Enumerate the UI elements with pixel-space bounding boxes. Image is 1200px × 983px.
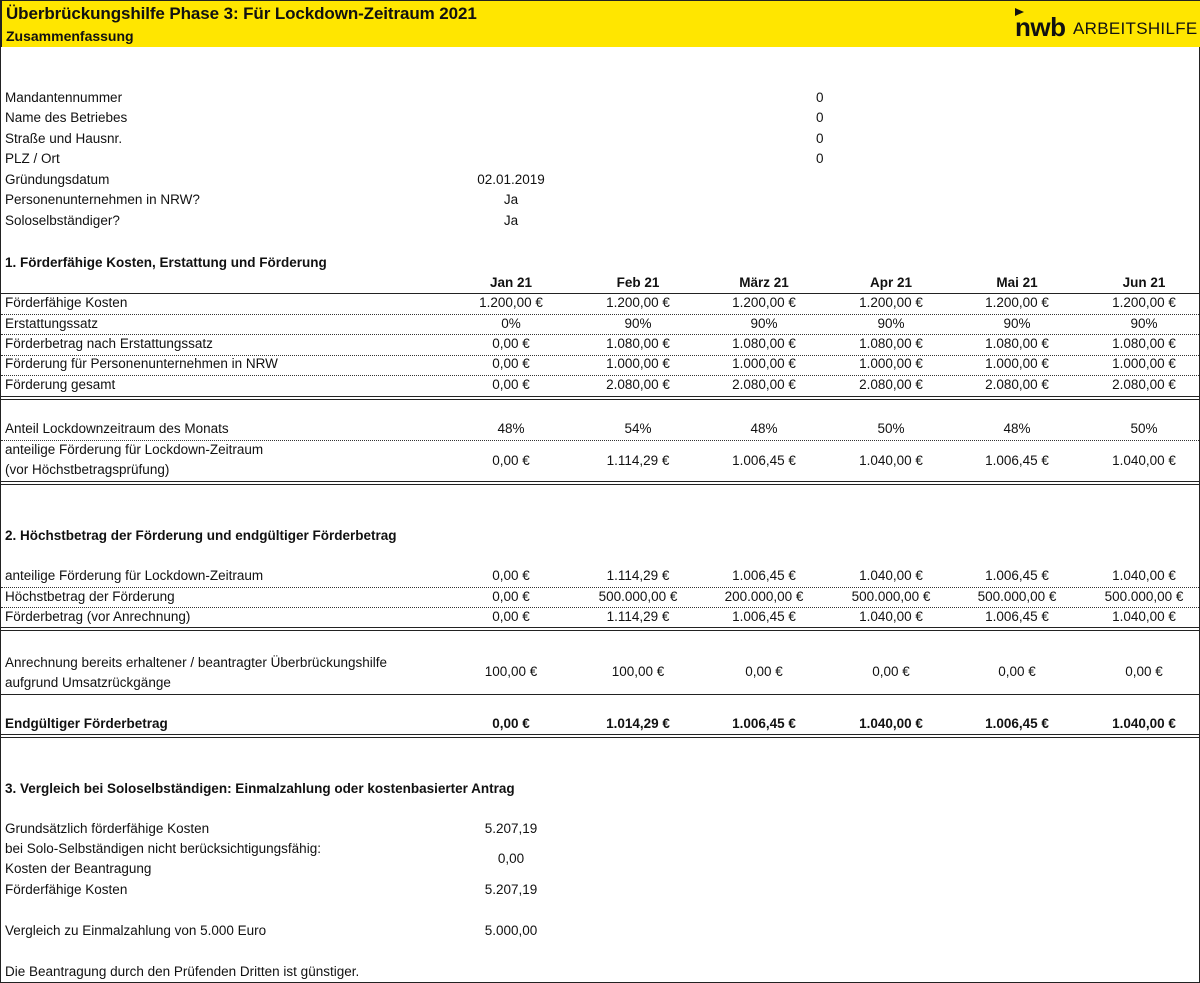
- row-label: aufgrund Umsatzrückgänge: [5, 675, 171, 690]
- divider: [1, 607, 1199, 608]
- cell: 2.080,00 €: [732, 377, 796, 392]
- cell: 0,00 €: [492, 453, 530, 468]
- divider: [1, 375, 1199, 376]
- table-row: [1, 377, 1199, 397]
- cell: 500.000,00 €: [598, 589, 678, 604]
- page-title: Überbrückungshilfe Phase 3: Für Lockdown-Zeitraum 2021: [6, 4, 477, 23]
- cell: 2.080,00 €: [606, 377, 670, 392]
- cell: 200.000,00 €: [724, 589, 804, 604]
- table-row: [1, 316, 1199, 336]
- cell: 1.114,29 €: [606, 568, 670, 583]
- cell: 2.080,00 €: [985, 377, 1049, 392]
- info-value[interactable]: 02.01.2019: [477, 172, 545, 187]
- cell: 1.040,00 €: [859, 453, 923, 468]
- section1-title: 1. Förderfähige Kosten, Erstattung und Förderung: [5, 255, 327, 270]
- cell: 1.040,00 €: [1112, 716, 1176, 731]
- month-header: Feb 21: [616, 275, 660, 290]
- info-label: Personenunternehmen in NRW?: [5, 192, 200, 207]
- s3-row-nicht-beruecksichtigt: [1, 841, 1199, 881]
- row-label: anteilige Förderung für Lockdown-Zeitraum: [5, 442, 264, 457]
- cell: 0%: [501, 316, 521, 331]
- table-row-anteil: [1, 421, 1199, 441]
- info-value[interactable]: 0: [816, 90, 824, 105]
- cell: 1.200,00 €: [985, 295, 1049, 310]
- nwb-logo: [1003, 8, 1198, 42]
- row-label: (vor Höchstbetragsprüfung): [5, 462, 170, 477]
- cell: 5.207,19: [484, 821, 538, 836]
- cell: 48%: [497, 421, 525, 436]
- info-row-name: [1, 110, 1199, 130]
- table-row: [1, 356, 1199, 376]
- cell: 1.006,45 €: [732, 716, 796, 731]
- table-row-endgueltig: [1, 716, 1199, 736]
- cell: 1.006,45 €: [732, 609, 796, 624]
- cell: 0,00 €: [745, 664, 783, 679]
- month-header: Mai 21: [996, 275, 1038, 290]
- row-label: Vergleich zu Einmalzahlung von 5.000 Euro: [5, 923, 267, 938]
- cell: 100,00 €: [611, 664, 665, 679]
- row-label: Grundsätzlich förderfähige Kosten: [5, 821, 210, 836]
- cell: 1.200,00 €: [479, 295, 543, 310]
- info-label: Name des Betriebes: [5, 110, 128, 125]
- cell: 500.000,00 €: [851, 589, 931, 604]
- cell: 1.080,00 €: [732, 336, 796, 351]
- cell: 90%: [1130, 316, 1158, 331]
- cell: 90%: [1003, 316, 1031, 331]
- row-label: Förderfähige Kosten: [5, 295, 128, 310]
- cell: 500.000,00 €: [1104, 589, 1184, 604]
- cell: 54%: [624, 421, 652, 436]
- cell: 1.080,00 €: [1112, 336, 1176, 351]
- divider: [1, 694, 1199, 695]
- row-label: Erstattungssatz: [5, 316, 99, 331]
- month-header: Apr 21: [869, 275, 913, 290]
- cell: 1.080,00 €: [859, 336, 923, 351]
- info-label: PLZ / Ort: [5, 151, 60, 166]
- cell: 50%: [877, 421, 905, 436]
- row-label: Höchstbetrag der Förderung: [5, 589, 175, 604]
- info-label: Soloselbständiger?: [5, 213, 120, 228]
- cell: 1.114,29 €: [606, 453, 670, 468]
- cell: 0,00 €: [492, 377, 530, 392]
- cell: 1.200,00 €: [859, 295, 923, 310]
- row-label: Anrechnung bereits erhaltener / beantragter Überbrückungshilfe: [5, 655, 387, 670]
- cell: 90%: [750, 316, 778, 331]
- header-banner: [1, 0, 1200, 47]
- conclusion-text: Die Beantragung durch den Prüfenden Dritten ist günstiger.: [5, 964, 360, 979]
- cell: 100,00 €: [484, 664, 538, 679]
- table-row: [1, 589, 1199, 609]
- cell: 0,00 €: [872, 664, 910, 679]
- cell: 1.040,00 €: [1112, 453, 1176, 468]
- row-label: anteilige Förderung für Lockdown-Zeitraum: [5, 568, 264, 583]
- table-row-anrechnung: [1, 655, 1199, 695]
- cell: 500.000,00 €: [977, 589, 1057, 604]
- info-label: Straße und Hausnr.: [5, 131, 123, 146]
- cell: 1.006,45 €: [985, 453, 1049, 468]
- cell: 0,00 €: [492, 589, 530, 604]
- s3-row-vergleich: [1, 923, 1199, 943]
- info-row-gruendungsdatum: [1, 172, 1199, 192]
- info-value[interactable]: 0: [816, 110, 824, 125]
- row-label: Förderbetrag nach Erstattungssatz: [5, 336, 213, 351]
- cell: 1.000,00 €: [1112, 356, 1176, 371]
- cell: 5.000,00: [484, 923, 538, 938]
- cell: 1.114,29 €: [606, 609, 670, 624]
- table-row: [1, 568, 1199, 588]
- double-divider: [1, 627, 1199, 631]
- cell: 1.040,00 €: [1112, 568, 1176, 583]
- cell: 0,00 €: [492, 568, 530, 583]
- table-row: [1, 295, 1199, 315]
- cell: 90%: [877, 316, 905, 331]
- row-label: Anteil Lockdownzeitraum des Monats: [5, 421, 229, 436]
- cell: 1.006,45 €: [985, 609, 1049, 624]
- row-label: Kosten der Beantragung: [5, 861, 152, 876]
- info-row-mandantennummer: [1, 90, 1199, 110]
- page-subtitle: Zusammenfassung: [6, 28, 134, 44]
- cell: 0,00 €: [492, 356, 530, 371]
- row-label: Förderung für Personenunternehmen in NRW: [5, 356, 278, 371]
- info-label: Mandantennummer: [5, 90, 123, 105]
- double-divider: [1, 734, 1199, 738]
- cell: 1.000,00 €: [606, 356, 670, 371]
- table-row-anteilig: [1, 442, 1199, 482]
- cell: 48%: [750, 421, 778, 436]
- cell: 1.080,00 €: [606, 336, 670, 351]
- row-label: bei Solo-Selbständigen nicht berücksichtigungsfähig:: [5, 841, 321, 856]
- cell: 1.080,00 €: [985, 336, 1049, 351]
- cell: 0,00: [497, 851, 525, 866]
- cell: 5.207,19: [484, 882, 538, 897]
- cell: 1.014,29 €: [606, 716, 670, 731]
- cell: 1.000,00 €: [859, 356, 923, 371]
- cell: 48%: [1003, 421, 1031, 436]
- info-row-plz-ort: [1, 151, 1199, 171]
- cell: 0,00 €: [492, 336, 530, 351]
- info-row-soloselbstaendiger: [1, 213, 1199, 233]
- info-row-strasse: [1, 131, 1199, 151]
- cell: 0,00 €: [492, 609, 530, 624]
- cell: 1.040,00 €: [859, 568, 923, 583]
- divider: [1, 293, 1199, 294]
- info-value[interactable]: 0: [816, 131, 824, 146]
- cell: 0,00 €: [1125, 664, 1163, 679]
- info-row-personenunternehmen: [1, 192, 1199, 212]
- info-value[interactable]: Ja: [503, 192, 519, 207]
- logo-arbeitshilfe: ARBEITSHILFE: [1073, 19, 1198, 38]
- s3-row-grundsaetzlich: [1, 821, 1199, 841]
- cell: 1.006,45 €: [985, 716, 1049, 731]
- cell: 1.006,45 €: [732, 568, 796, 583]
- s3-conclusion: [1, 964, 1199, 983]
- info-label: Gründungsdatum: [5, 172, 110, 187]
- logo-nwb: nwb: [1015, 12, 1066, 42]
- s3-row-foerderfaehig: [1, 882, 1199, 902]
- cell: 1.040,00 €: [859, 716, 923, 731]
- cell: 1.200,00 €: [1112, 295, 1176, 310]
- row-label: Förderbetrag (vor Anrechnung): [5, 609, 191, 624]
- cell: 1.000,00 €: [985, 356, 1049, 371]
- month-header: Jun 21: [1122, 275, 1166, 290]
- table-row: [1, 609, 1199, 629]
- divider: [1, 314, 1199, 315]
- month-header: Jan 21: [489, 275, 533, 290]
- divider: [1, 334, 1199, 335]
- table-row: [1, 336, 1199, 356]
- cell: 1.006,45 €: [732, 453, 796, 468]
- cell: 2.080,00 €: [859, 377, 923, 392]
- cell: 1.200,00 €: [606, 295, 670, 310]
- cell: 2.080,00 €: [1112, 377, 1176, 392]
- double-divider: [1, 481, 1199, 485]
- section2-title: 2. Höchstbetrag der Förderung und endgültiger Förderbetrag: [5, 528, 397, 543]
- cell: 0,00 €: [998, 664, 1036, 679]
- section3-title: 3. Vergleich bei Soloselbständigen: Einmalzahlung oder kostenbasierter Antrag: [5, 781, 515, 796]
- cell: 1.200,00 €: [732, 295, 796, 310]
- row-label: Förderung gesamt: [5, 377, 116, 392]
- double-divider: [1, 396, 1199, 400]
- row-label: Endgültiger Förderbetrag: [5, 716, 168, 731]
- divider: [1, 440, 1199, 441]
- month-header: März 21: [739, 275, 789, 290]
- info-value[interactable]: Ja: [503, 213, 519, 228]
- cell: 1.006,45 €: [985, 568, 1049, 583]
- cell: 1.040,00 €: [1112, 609, 1176, 624]
- cell: 1.000,00 €: [732, 356, 796, 371]
- cell: 50%: [1130, 421, 1158, 436]
- cell: 0,00 €: [492, 716, 530, 731]
- cell: 90%: [624, 316, 652, 331]
- divider: [1, 587, 1199, 588]
- cell: 1.040,00 €: [859, 609, 923, 624]
- info-value[interactable]: 0: [816, 151, 824, 166]
- row-label: Förderfähige Kosten: [5, 882, 128, 897]
